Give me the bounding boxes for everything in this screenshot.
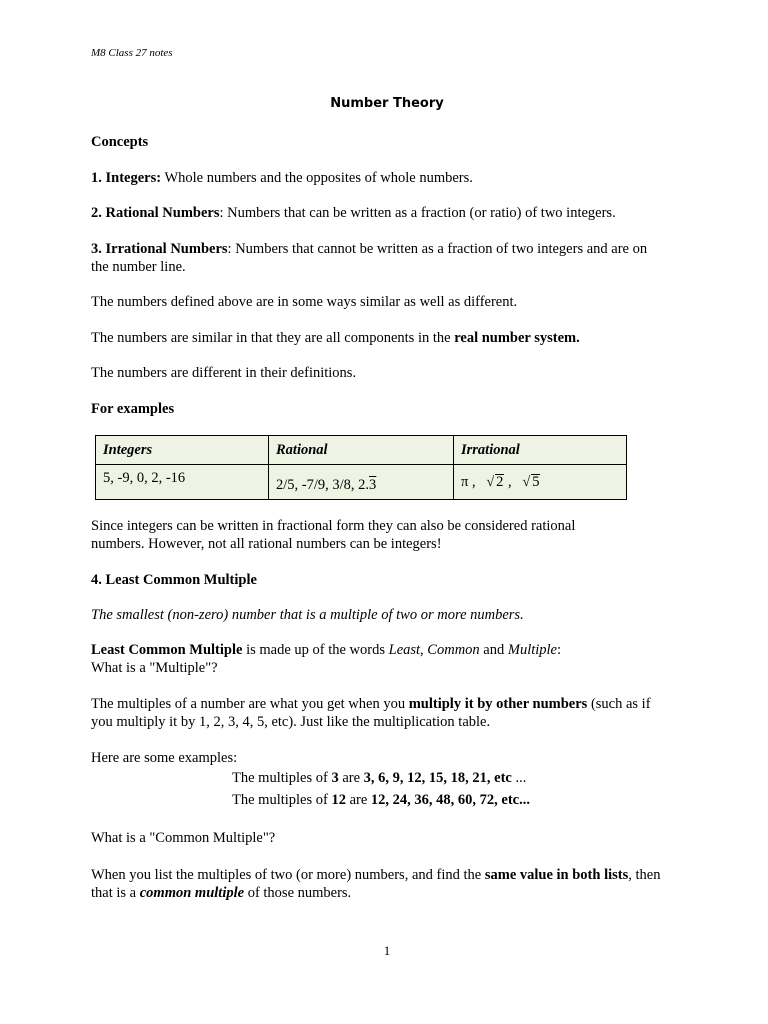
header-irrational: Irrational xyxy=(454,436,627,465)
concept-lcm: 4. Least Common Multiple xyxy=(91,572,257,588)
multiples-paragraph-2: you multiply it by 1, 2, 3, 4, 5, etc). Just like the multiplication table. xyxy=(91,714,491,730)
concept-irrational: 3. Irrational Numbers: Numbers that cannot be written as a fraction of two integers and are on xyxy=(91,241,648,257)
examples-intro: Here are some examples: xyxy=(91,750,238,766)
paragraph-different: The numbers are different in their definitions. xyxy=(91,365,357,381)
common-paragraph-2: that is a common multiple of those numbers. xyxy=(91,885,352,901)
header-integers: Integers xyxy=(96,436,269,465)
running-header: M8 Class 27 notes xyxy=(91,47,173,59)
common-paragraph-1: When you list the multiples of two (or more) numbers, and find the same value in both lists, then xyxy=(91,867,661,883)
repeating-digit: 3 xyxy=(369,476,377,493)
multiples-paragraph-1: The multiples of a number are what you get when you multiply it by other numbers (such as if xyxy=(91,696,651,712)
examples-table xyxy=(95,435,627,500)
header-rational: Rational xyxy=(269,436,454,465)
paragraph-similar: The numbers are similar in that they are all components in the real number system. xyxy=(91,330,580,346)
example-multiples-12: The multiples of 12 are 12, 24, 36, 48, 60, 72, etc... xyxy=(232,792,530,808)
paragraph-defined: The numbers defined above are in some ways similar as well as different. xyxy=(91,294,518,310)
table-row xyxy=(96,465,627,500)
cell-irrational: π , √ 2 , √ 5 xyxy=(454,465,627,500)
paragraph-since-2: numbers. However, not all rational numbers can be integers! xyxy=(91,536,442,552)
concept-rational: 2. Rational Numbers: Numbers that can be written as a fraction (or ratio) of two integers. xyxy=(91,205,616,221)
question-common-multiple: What is a "Common Multiple"? xyxy=(91,830,276,846)
cell-rational: 2/5, -7/9, 3/8, 2.3 xyxy=(269,465,454,500)
lcm-words: Least Common Multiple is made up of the words Least, Common and Multiple: xyxy=(91,642,562,658)
sqrt-symbol: √ xyxy=(522,474,531,490)
lcm-definition: The smallest (non-zero) number that is a multiple of two or more numbers. xyxy=(91,607,524,623)
example-multiples-3: The multiples of 3 are 3, 6, 9, 12, 15, 18, 21, etc ... xyxy=(232,770,527,786)
examples-heading: For examples xyxy=(91,401,175,417)
table-header-row xyxy=(96,436,627,465)
concept-integers: 1. Integers: Whole numbers and the opposites of whole numbers. xyxy=(91,170,473,186)
question-multiple: What is a "Multiple"? xyxy=(91,660,218,676)
page-number: 1 xyxy=(383,943,391,958)
paragraph-since-1: Since integers can be written in fractional form they can also be considered rational xyxy=(91,518,576,534)
concepts-heading: Concepts xyxy=(91,134,149,150)
concept-irrational-cont: the number line. xyxy=(91,259,186,275)
page-title: Number Theory xyxy=(330,96,444,111)
sqrt-symbol: √ xyxy=(486,474,495,490)
cell-integers: 5, -9, 0, 2, -16 xyxy=(96,465,269,500)
